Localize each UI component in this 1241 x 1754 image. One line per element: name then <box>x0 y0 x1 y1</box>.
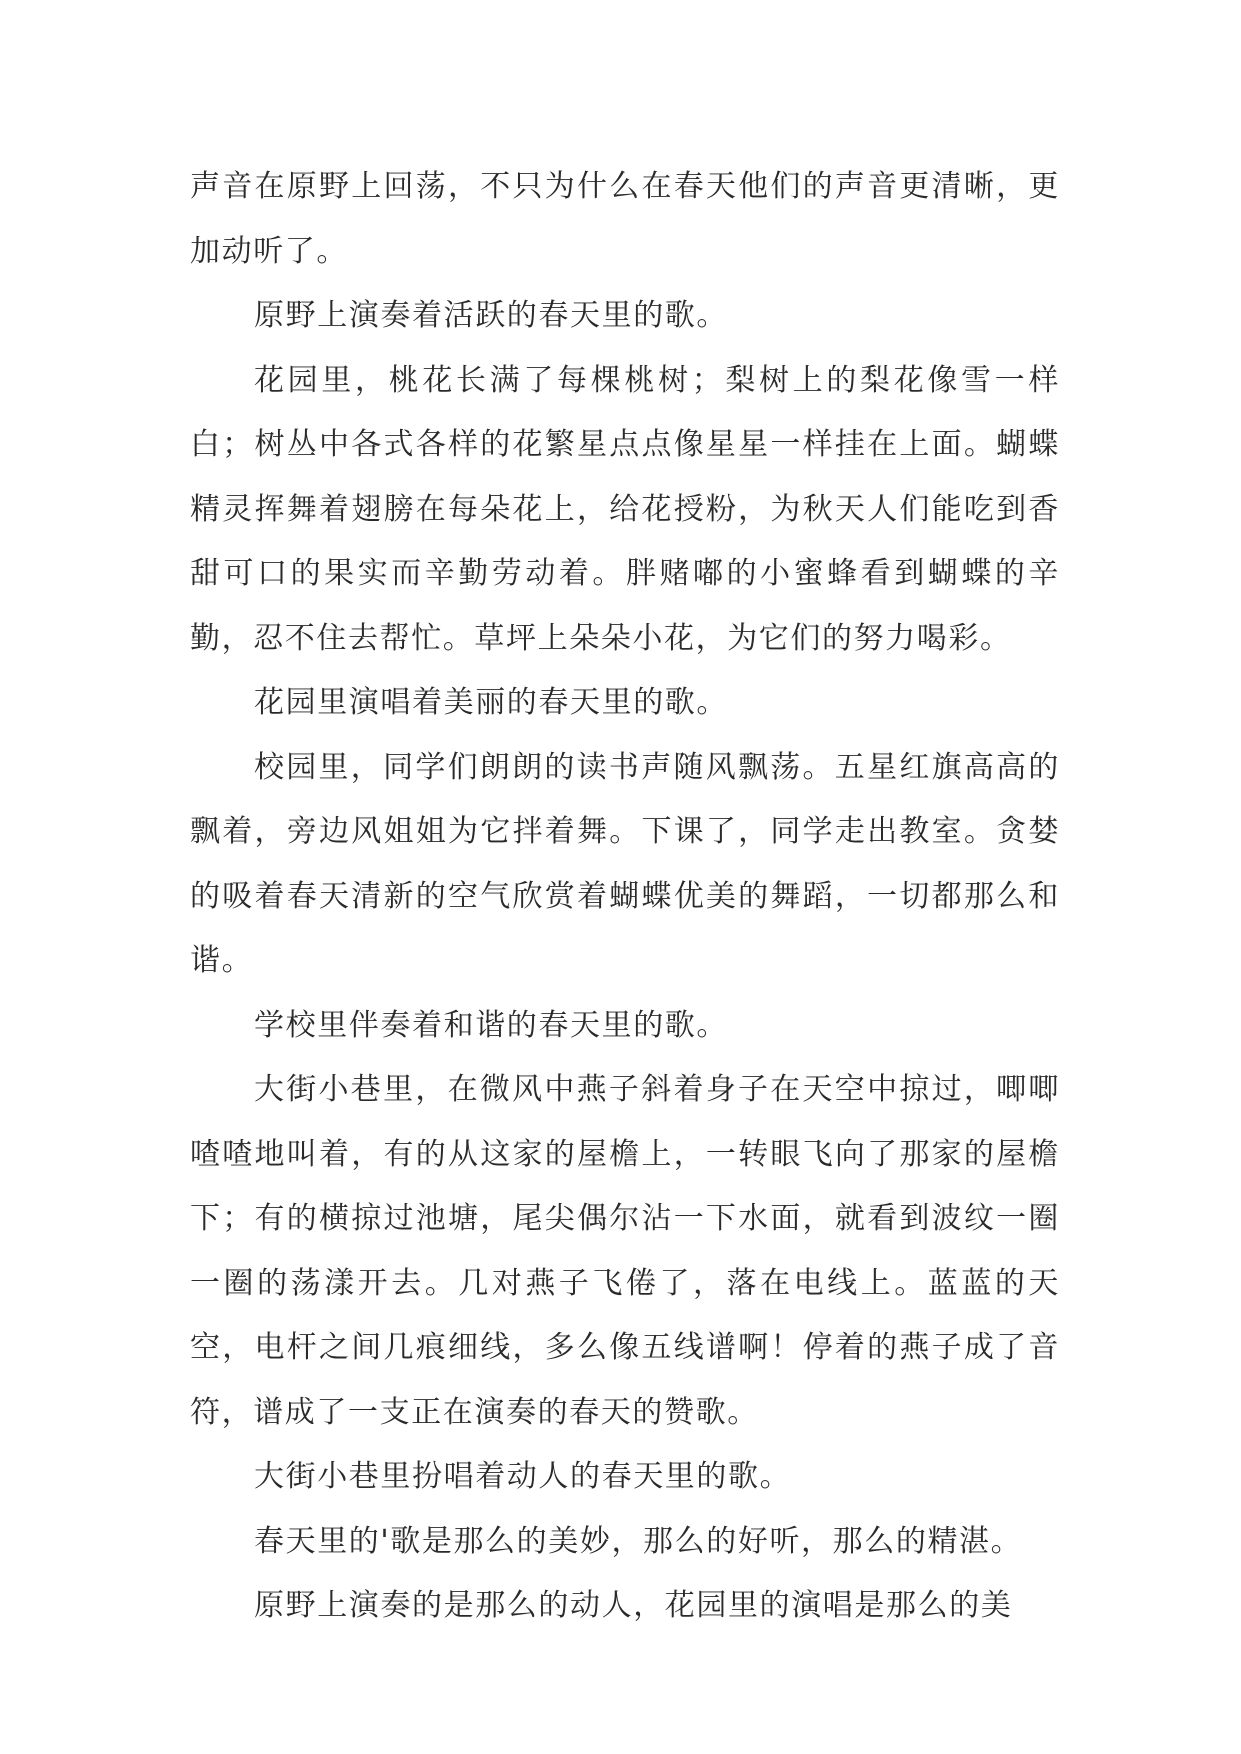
paragraph-2: 原野上演奏着活跃的春天里的歌。 <box>254 298 728 333</box>
paragraph-9: 春天里的'歌是那么的美妙，那么的好听，那么的精湛。 <box>254 1523 1023 1559</box>
document-body <box>190 155 1060 1639</box>
paragraph-5: 校园里，同学们朗朗的读书声随风飘荡。五星红旗高高的飘着，旁边风姐姐为它拌着舞。下课了，同学走出教室。贪婪的吸着春天清新的空气欣赏着蝴蝶优美的舞蹈，一切都那么和谐。 <box>190 749 1060 978</box>
paragraph-3: 花园里，桃花长满了每棵桃树；梨树上的梨花像雪一样白；树丛中各式各样的花繁星点点像星星一样挂在上面。蝴蝶精灵挥舞着翅膀在每朵花上，给花授粉，为秋天人们能吃到香甜可口的果实而辛勤劳动着。胖赌嘟的小蜜蜂看到蝴蝶的辛勤，忍不住去帮忙。草坪上朵朵小花，为它们的努力喝彩。 <box>190 362 1060 656</box>
paragraph-8: 大街小巷里扮唱着动人的春天里的歌。 <box>254 1459 792 1494</box>
paragraph-10: 原野上演奏的是那么的动人，花园里的演唱是那么的美 <box>254 1588 1013 1623</box>
paragraph-7: 大街小巷里，在微风中燕子斜着身子在天空中掠过，唧唧喳喳地叫着，有的从这家的屋檐上，一转眼飞向了那家的屋檐下；有的横掠过池塘，尾尖偶尔沾一下水面，就看到波纹一圈一圈的荡漾开去。几对燕子飞倦了，落在电线上。蓝蓝的天空，电杆之间几痕细线，多么像五线谱啊！停着的燕子成了音符，谱成了一支正在演奏的春天的赞歌。 <box>190 1072 1060 1430</box>
paragraph-1: 声音在原野上回荡，不只为什么在春天他们的声音更清晰，更加动听了。 <box>190 169 1060 269</box>
paragraph-4: 花园里演唱着美丽的春天里的歌。 <box>254 685 728 720</box>
paragraph-6: 学校里伴奏着和谐的春天里的歌。 <box>254 1007 728 1043</box>
